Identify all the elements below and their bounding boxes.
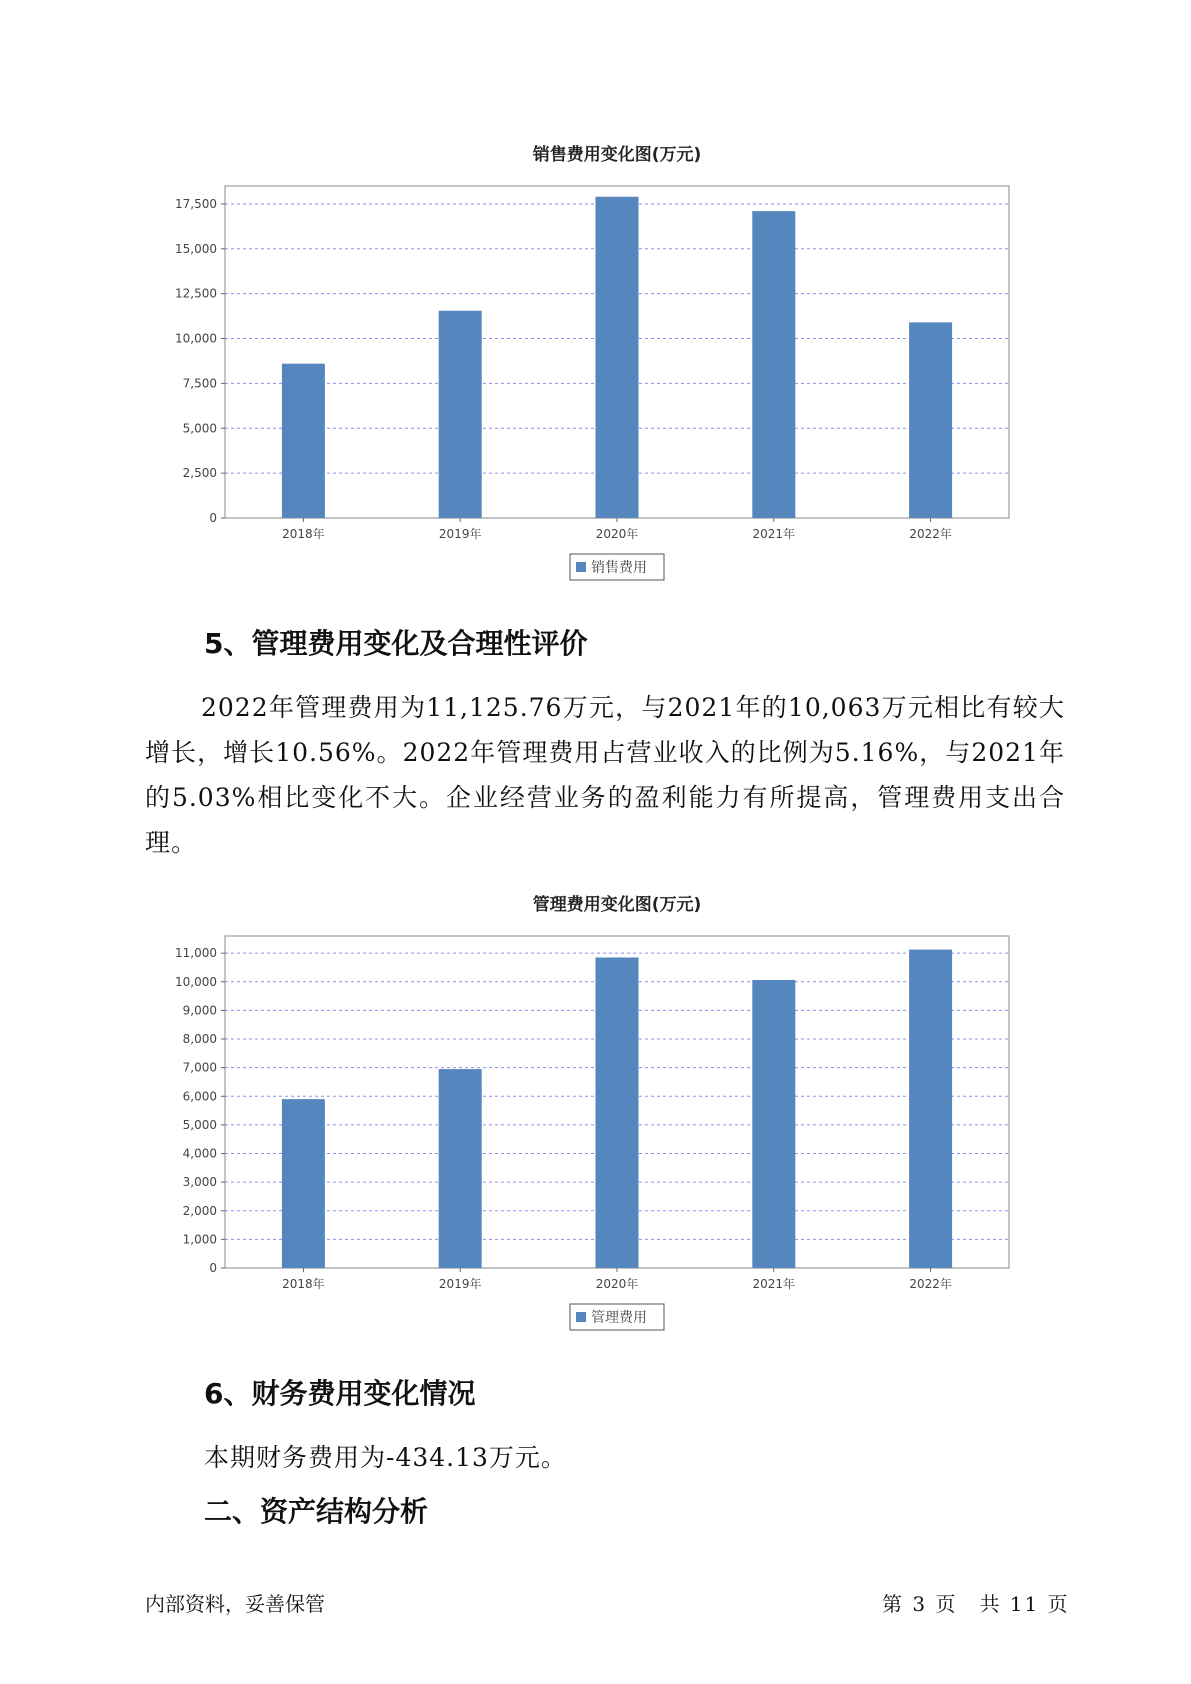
- y-tick-label: 11,000: [175, 946, 217, 961]
- bar: [282, 364, 325, 518]
- y-tick-label: 4,000: [182, 1146, 217, 1161]
- y-tick-label: 8,000: [182, 1032, 217, 1047]
- legend: [570, 1304, 664, 1330]
- admin-expense-chart: [0, 880, 1191, 1340]
- bar: [282, 1099, 325, 1268]
- section-5-paragraph: 2022年管理费用为11,125.76万元，与2021年的10,063万元相比有较大增长，增长10.56%。2022年管理费用占营业收入的比例为5.16%，与2021年的5.03%相比变化不大。企业经营业务的盈利能力有所提高，管理费用支出合理。: [145, 693, 1065, 857]
- bar: [439, 311, 482, 518]
- y-tick-label: 0: [209, 1261, 217, 1275]
- y-tick-label: 5,000: [182, 1117, 217, 1132]
- section-asset-structure-heading: 二、资产结构分析: [204, 1495, 429, 1528]
- x-tick-label: 2018年: [282, 1277, 325, 1291]
- sales-expense-chart: [0, 130, 1191, 590]
- y-tick-label: 7,000: [182, 1060, 217, 1075]
- legend-label: 销售费用: [591, 560, 647, 576]
- legend-label: 管理费用: [591, 1310, 647, 1326]
- y-tick-label: 1,000: [182, 1232, 217, 1247]
- x-tick-label: 2021年: [752, 527, 796, 541]
- section-6-heading: 6、财务费用变化情况: [204, 1377, 476, 1410]
- y-tick-label: 17,500: [175, 196, 217, 211]
- footer-page-number: 第 3 页 共 11 页: [882, 1592, 1070, 1616]
- y-tick-label: 10,000: [175, 331, 217, 346]
- x-tick-label: 2021年: [752, 1277, 796, 1291]
- bar: [909, 322, 952, 518]
- y-tick-label: 12,500: [175, 286, 217, 301]
- bar: [439, 1069, 482, 1268]
- bar: [909, 950, 952, 1268]
- y-tick-label: 2,000: [182, 1203, 217, 1218]
- y-tick-label: 15,000: [175, 241, 217, 256]
- y-tick-label: 5,000: [182, 421, 217, 436]
- x-tick-label: 2019年: [438, 1277, 482, 1291]
- x-tick-label: 2018年: [282, 527, 325, 541]
- sales-expense-chart-svg: [0, 130, 1191, 590]
- bar: [752, 980, 795, 1268]
- y-tick-label: 0: [209, 511, 217, 525]
- y-tick-label: 3,000: [182, 1175, 217, 1190]
- y-tick-label: 6,000: [182, 1089, 217, 1104]
- section-6-paragraph: 本期财务费用为-434.13万元。: [204, 1443, 567, 1472]
- x-tick-label: 2020年: [595, 527, 639, 541]
- legend: [570, 554, 664, 580]
- bar: [752, 211, 795, 518]
- footer-confidential-note: 内部资料，妥善保管: [145, 1592, 325, 1616]
- x-tick-label: 2020年: [595, 1277, 639, 1291]
- section-5-heading: 5、管理费用变化及合理性评价: [204, 627, 588, 660]
- bar: [596, 197, 639, 518]
- admin-expense-chart-svg: [0, 880, 1191, 1340]
- legend-swatch: [576, 1312, 586, 1322]
- legend-swatch: [576, 562, 586, 572]
- x-tick-label: 2022年: [909, 527, 952, 541]
- x-tick-label: 2019年: [438, 527, 482, 541]
- y-tick-label: 10,000: [175, 974, 217, 989]
- chart-title: 管理费用变化图(万元): [532, 895, 702, 915]
- chart-title: 销售费用变化图(万元): [532, 145, 702, 165]
- x-tick-label: 2022年: [909, 1277, 952, 1291]
- y-tick-label: 9,000: [182, 1003, 217, 1018]
- bar: [596, 957, 639, 1268]
- y-tick-label: 7,500: [182, 376, 217, 391]
- y-tick-label: 2,500: [182, 466, 217, 481]
